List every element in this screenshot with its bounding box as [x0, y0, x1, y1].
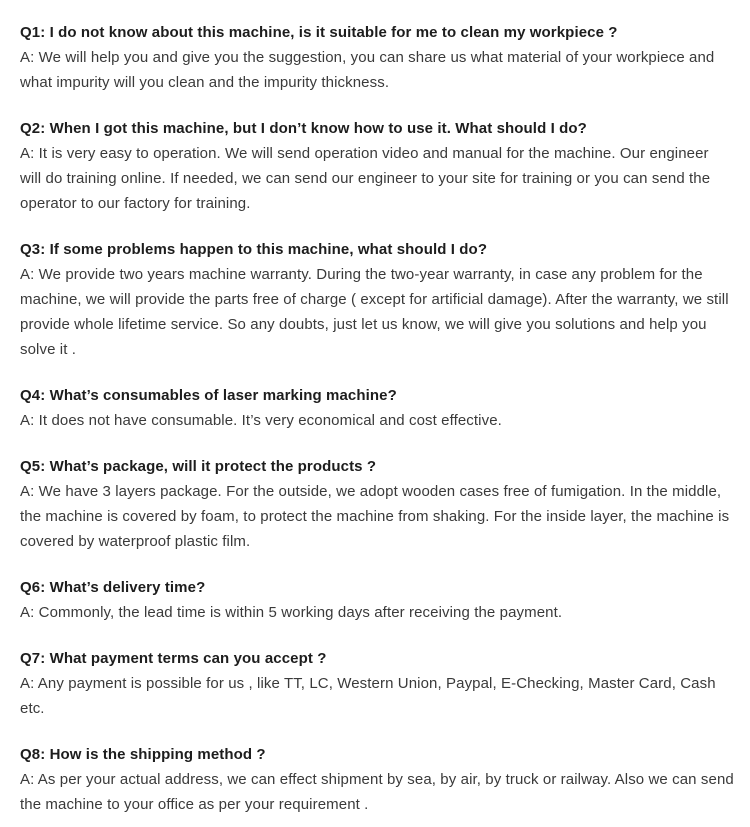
faq-question: Q1: I do not know about this machine, is it suitable for me to clean my workpiece ?: [20, 24, 618, 41]
faq-item: [20, 383, 734, 433]
faq-answer: A: As per your actual address, we can effect shipment by sea, by air, by truck or railway. Also we can send the machine to your office as per your requirement .: [20, 771, 734, 813]
faq-answer: A: It does not have consumable. It’s very economical and cost effective.: [20, 412, 502, 429]
faq-item: [20, 575, 734, 625]
faq-question: Q7: What payment terms can you accept ?: [20, 650, 327, 667]
faq-question: Q8: How is the shipping method ?: [20, 746, 266, 763]
faq-question: Q2: When I got this machine, but I don’t know how to use it. What should I do?: [20, 120, 587, 137]
faq-answer: A: It is very easy to operation. We will send operation video and manual for the machine. Our engineer will do training online. If needed, we can send our engineer to your site for training or you can send the operator to our factory for training.: [20, 145, 711, 212]
faq-answer: A: Commonly, the lead time is within 5 working days after receiving the payment.: [20, 604, 563, 621]
faq-question: Q6: What’s delivery time?: [20, 579, 206, 596]
faq-item: [20, 742, 734, 817]
faq-answer: A: We have 3 layers package. For the outside, we adopt wooden cases free of fumigation. In the middle, the machine is covered by foam, to protect the machine from shaking. For the inside layer, the machine is covered by waterproof plastic film.: [20, 483, 730, 550]
faq-item: [20, 454, 734, 554]
faq-item: [20, 646, 734, 721]
faq-item: [20, 116, 734, 216]
faq-item: [20, 20, 734, 95]
faq-question: Q5: What’s package, will it protect the products ?: [20, 458, 377, 475]
faq-question: Q3: If some problems happen to this machine, what should I do?: [20, 241, 488, 258]
faq-answer: A: We will help you and give you the suggestion, you can share us what material of your workpiece and what impurity will you clean and the impurity thickness.: [20, 49, 715, 91]
faq-item: [20, 237, 734, 362]
faq-answer: A: We provide two years machine warranty. During the two-year warranty, in case any problem for the machine, we will provide the parts free of charge ( except for artificial damage). After the warranty, we still provide whole lifetime service. So any doubts, just let us know, we will give you solutions and help you solve it .: [20, 266, 729, 358]
faq-question: Q4: What’s consumables of laser marking machine?: [20, 387, 397, 404]
faq-answer: A: Any payment is possible for us , like TT, LC, Western Union, Paypal, E-Checking, Master Card, Cash etc.: [20, 675, 716, 717]
